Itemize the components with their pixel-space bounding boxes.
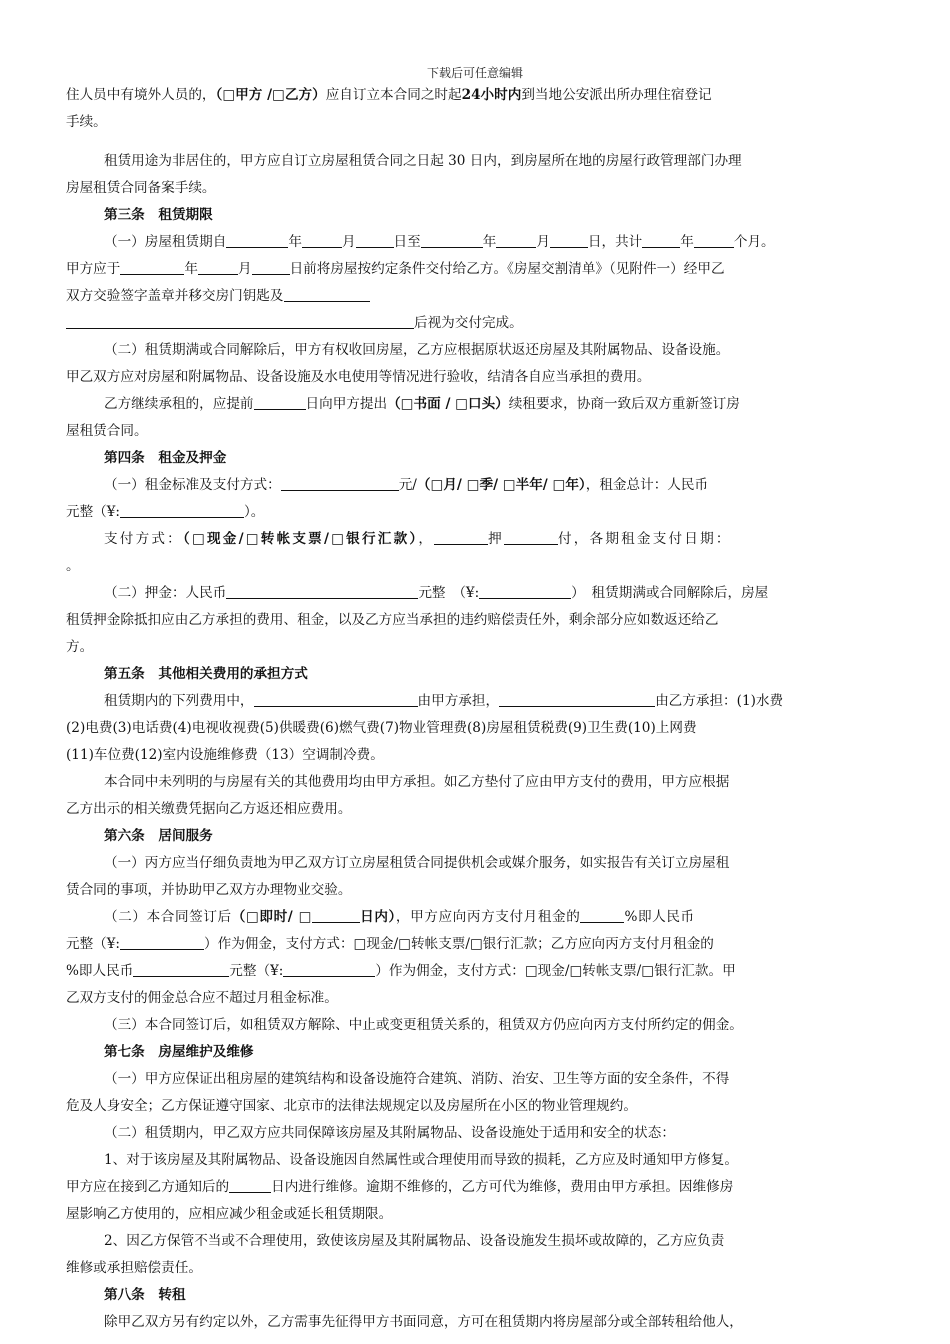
page-header: 下载后可任意编辑 (426, 66, 523, 80)
section-heading-8: 第八条 转租 (104, 1287, 186, 1303)
option-text: （□即时/ □ (231, 909, 313, 925)
paragraph-line: 2、因乙方保管不当或不合理使用，致使该房屋及其附属物品、设备设施发生损坏或故障的，乙方应负责 (104, 1233, 725, 1249)
blank-field[interactable] (312, 907, 360, 923)
text: ）作为佣金，支付方式：□现金/□转帐支票/□银行汇款。甲 (375, 963, 736, 979)
section-heading-5: 第五条 其他相关费用的承担方式 (104, 666, 308, 682)
section-heading-7: 第七条 房屋维护及维修 (104, 1044, 254, 1060)
text: ，甲方应向丙方支付月租金的 (395, 909, 581, 925)
blank-field[interactable] (479, 583, 571, 599)
blank-field[interactable] (550, 232, 588, 248)
paragraph-line: （二）租赁期内，甲乙双方应共同保障该房屋及其附属物品、设备设施处于适用和安全的状态： (104, 1125, 675, 1141)
blank-field[interactable] (283, 961, 375, 977)
text: 续租要求，协商一致后双方重新签订房 (508, 396, 740, 412)
option-text: （□书面 / □口头） (387, 396, 509, 412)
paragraph-line (66, 283, 892, 310)
paragraph-line: 租赁用途为非居住的，甲方应自订立房屋租赁合同之日起 30 日内，到房屋所在地的房屋行政管理部门办理 (104, 153, 742, 169)
paragraph-line: （一）甲方应保证出租房屋的建筑结构和设备设施符合建筑、消防、治安、卫生等方面的安全条件，不得 (104, 1071, 730, 1087)
paragraph-line: 赁合同的事项，并协助甲乙双方办理物业交验。 (66, 882, 352, 898)
paragraph-line (66, 526, 892, 553)
text: 后视为交付完成。 (414, 315, 523, 331)
text: ，租金总计：人民币 (585, 477, 709, 493)
paragraph-line: 乙方出示的相关缴费凭据向乙方返还相应费用。 (66, 801, 352, 817)
text: %即人民币 (66, 963, 134, 979)
paragraph-line: 甲乙双方应对房屋和附属物品、设备设施及水电使用等情况进行验收，结清各自应当承担的费用。 (66, 369, 651, 385)
blank-field[interactable] (499, 691, 655, 707)
blank-field[interactable] (302, 232, 342, 248)
paragraph-line: 房屋租赁合同备案手续。 (66, 180, 216, 196)
paragraph-line (66, 580, 892, 607)
text: （二）押金：人民币 (104, 585, 227, 601)
text: 个月。 (733, 234, 775, 250)
text: 日至 (393, 234, 421, 250)
paragraph-line (66, 391, 892, 418)
paragraph-line: （三）本合同签订后，如租赁双方解除、中止或变更租赁关系的，租赁双方仍应向丙方支付所约定的佣金。 (104, 1017, 743, 1033)
paragraph-line: 维修或承担赔偿责任。 (66, 1260, 202, 1276)
text: 双方交验签字盖章并移交房门钥匙及 (66, 288, 284, 304)
blank-field[interactable] (694, 232, 734, 248)
text: 应自订立本合同之时起 (325, 87, 462, 103)
text: 日前将房屋按约定条件交付给乙方。《房屋交割清单》（见附件一）经甲乙 (289, 261, 725, 277)
text: 元整（¥: (66, 936, 121, 952)
text: ） 租赁期满或合同解除后，房屋 (571, 585, 769, 601)
text: 付，各期租金支付日期： (557, 531, 732, 547)
blank-field[interactable] (198, 259, 238, 275)
blank-field[interactable] (434, 529, 488, 545)
blank-field[interactable] (496, 232, 536, 248)
blank-field[interactable] (120, 934, 204, 950)
text: 乙方继续承租的，应提前 (104, 396, 254, 412)
text: 月 (536, 234, 550, 250)
deadline-text: 24小时内 (461, 87, 522, 103)
text: 元整 （¥: (418, 585, 480, 601)
blank-field[interactable] (226, 583, 418, 599)
blank-field[interactable] (120, 502, 244, 518)
text: 甲方应在接到乙方通知后的 (66, 1179, 230, 1195)
blank-field[interactable] (504, 529, 558, 545)
blank-field[interactable] (281, 475, 399, 491)
paragraph-line (66, 499, 892, 526)
text: 日，共计 (587, 234, 643, 250)
option-text: （□现金/□转帐支票/□银行汇款） (182, 531, 419, 547)
paragraph-line: 本合同中未列明的与房屋有关的其他费用均由甲方承担。如乙方垫付了应由甲方支付的费用，甲方应根据 (104, 774, 730, 790)
blank-field[interactable] (580, 907, 624, 923)
text: （一）租金标准及支付方式： (104, 477, 281, 493)
section-heading-6: 第六条 居间服务 (104, 828, 213, 844)
text: 年 (482, 234, 497, 250)
blank-field[interactable] (226, 232, 288, 248)
text: 元/ (398, 477, 417, 493)
section-heading-4: 第四条 租金及押金 (104, 450, 227, 466)
text: 由甲方承担， (417, 693, 500, 709)
paragraph-line: (2)电费(3)电话费(4)电视收视费(5)供暖费(6)燃气费(7)物业管理费(8)房屋租赁税费(9)卫生费(10)上网费 (66, 720, 697, 736)
paragraph-line (66, 229, 892, 256)
text: ， (418, 531, 435, 547)
blank-field[interactable] (254, 691, 418, 707)
text: 日向甲方提出 (305, 396, 388, 412)
blank-field[interactable] (254, 394, 306, 410)
text: 支付方式： (104, 531, 183, 547)
text: 月 (341, 234, 356, 250)
blank-field[interactable] (229, 1177, 271, 1193)
blank-field[interactable] (642, 232, 680, 248)
blank-field[interactable] (421, 232, 483, 248)
option-text: （□月/ □季/ □半年/ □年） (416, 477, 586, 493)
contract-body (66, 82, 892, 1336)
paragraph-line (66, 931, 892, 958)
text: 年 (288, 234, 302, 250)
option-text: （□甲方 /□乙方） (215, 87, 326, 103)
paragraph-line: (11)车位费(12)室内设施维修费（13）空调制冷费。 (66, 747, 384, 763)
text: 到当地公安派出所办理住宿登记 (521, 87, 712, 103)
section-heading-3: 第三条 租赁期限 (104, 207, 213, 223)
paragraph-line: 屋租赁合同。 (66, 423, 148, 439)
text: （一）房屋租赁期自 (104, 234, 227, 250)
blank-field[interactable] (284, 286, 370, 302)
paragraph-line: 手续。 (66, 114, 107, 130)
paragraph-line (66, 958, 892, 985)
blank-field[interactable] (252, 259, 290, 275)
blank-field[interactable] (66, 313, 414, 329)
text: 住人员中有境外人员的， (66, 87, 216, 103)
paragraph-line (66, 688, 892, 715)
paragraph-line: （一）丙方应当仔细负责地为甲乙双方订立房屋租赁合同提供机会或媒介服务，如实报告有关订立房屋租 (104, 855, 730, 871)
text: 年 (184, 261, 198, 277)
text: 月 (237, 261, 252, 277)
text: 由乙方承担：(1)水费 (655, 693, 784, 709)
paragraph-line: 1、对于该房屋及其附属物品、设备设施因自然属性或合理使用而导致的损耗，乙方应及时通知甲方修复。 (104, 1152, 738, 1168)
text: （二）本合同签订后 (104, 909, 232, 925)
paragraph-line (66, 310, 892, 337)
blank-field[interactable] (133, 961, 229, 977)
text: %即人民币 (624, 909, 695, 925)
paragraph-line: 租赁押金除抵扣应由乙方承担的费用、租金，以及乙方应当承担的违约赔偿责任外，剩余部分应如数返还给乙 (66, 612, 719, 628)
paragraph-line: 除甲乙双方另有约定以外，乙方需事先征得甲方书面同意，方可在租赁期内将房屋部分或全部转租给他人， (104, 1314, 743, 1330)
text: 租赁期内的下列费用中， (104, 693, 254, 709)
text: 押 (488, 531, 504, 547)
option-text: 日内） (360, 909, 396, 925)
paragraph-line: 危及人身安全；乙方保证遵守国家、北京市的法律法规规定以及房屋所在小区的物业管理规约。 (66, 1098, 637, 1114)
paragraph-line: 。 (66, 558, 80, 574)
paragraph-line: （二）租赁期满或合同解除后，甲方有权收回房屋，乙方应根据原状返还房屋及其附属物品、设备设施。 (104, 342, 730, 358)
blank-field[interactable] (120, 259, 184, 275)
text: ）作为佣金，支付方式：□现金/□转帐支票/□银行汇款；乙方应向丙方支付月租金的 (204, 936, 714, 952)
paragraph-line: 乙双方支付的佣金总合应不超过月租金标准。 (66, 990, 338, 1006)
text: 日内进行维修。逾期不维修的，乙方可代为维修，费用由甲方承担。因维修房 (271, 1179, 734, 1195)
paragraph-line: 屋影响乙方使用的，应相应减少租金或延长租赁期限。 (66, 1206, 393, 1222)
text: 元整（¥: (229, 963, 284, 979)
blank-field[interactable] (356, 232, 394, 248)
paragraph-line (66, 256, 892, 283)
paragraph-line (66, 472, 892, 499)
paragraph-line (66, 1174, 892, 1201)
paragraph-line: 方。 (66, 639, 94, 655)
paragraph-line (66, 82, 892, 109)
text: 年 (680, 234, 694, 250)
paragraph-line (66, 904, 892, 931)
text: 元整（¥: (66, 504, 121, 520)
text: 甲方应于 (66, 261, 121, 277)
text: ）。 (244, 504, 265, 520)
